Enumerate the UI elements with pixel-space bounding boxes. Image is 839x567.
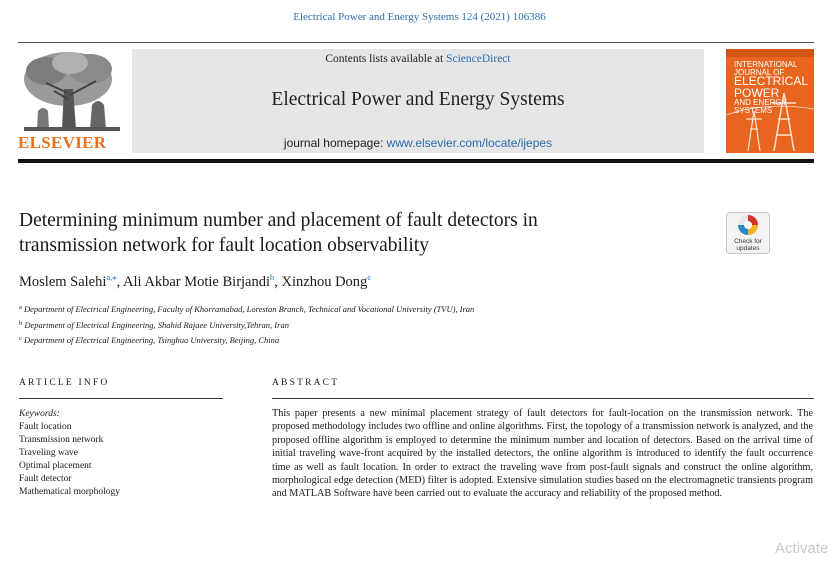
affiliation-c xyxy=(19,332,474,348)
affiliation-mark-c: c xyxy=(19,335,22,342)
cover-line-1: INTERNATIONAL JOURNAL OF xyxy=(734,60,798,77)
header-top-rule xyxy=(18,42,814,43)
article-title xyxy=(19,208,699,258)
homepage-link[interactable]: www.elsevier.com/locate/ijepes xyxy=(386,136,553,150)
author-list xyxy=(19,272,371,291)
elsevier-tree-icon xyxy=(18,49,126,133)
keywords-list xyxy=(19,421,120,499)
article-title-line-1: Determining minimum number and placement of fault detectors in xyxy=(19,210,538,231)
abstract-heading: ABSTRACT xyxy=(272,378,340,388)
author-1[interactable]: Moslem Salehi xyxy=(19,274,107,290)
keyword-item: Fault location xyxy=(19,422,72,432)
affiliation-mark-a: a xyxy=(19,304,22,311)
journal-name: Electrical Power and Energy Systems xyxy=(271,89,565,110)
author-sep-1: , xyxy=(116,274,124,290)
sciencedirect-link[interactable]: ScienceDirect xyxy=(446,53,511,65)
journal-homepage xyxy=(132,136,704,150)
affiliation-b xyxy=(19,317,474,333)
affiliation-text-b: Department of Electrical Engineering, Shahid Rajaee University,Tehran, Iran xyxy=(22,319,289,330)
keywords-label: Keywords: xyxy=(19,409,60,419)
cover-line-2: ELECTRICAL POWER xyxy=(734,74,808,100)
article-title-line-2: transmission network for fault location observability xyxy=(19,235,429,256)
abstract-text: This paper presents a new minimal placement strategy of fault detectors for fault-location on the transmission network. The proposed methodology includes two offline and online algorithms. First, the topology of a transmission network is analyzed, and the proposed offline algorithm is employed to determine the minimum number and location of detectors. Based on the arrival time of initial traveling wave-front acquired by the installed detectors, the online algorithm is introduced to identify the fault occurrence time as well as fault location. In order to extract the traveling wave from post-fault signals and construct the online algorithm, morphological edge detection (MED) filter is adopted. Extensive simulation studies based on the electromagnetic transients program and MATLAB Software have been carried out to evaluate the accuracy and reliability of the proposed method. xyxy=(272,408,813,500)
check-for-updates-badge[interactable] xyxy=(726,212,770,254)
crossmark-icon xyxy=(726,212,770,254)
keyword-item: Traveling wave xyxy=(19,448,79,458)
affiliation-text-a: Department of Electrical Engineering, Faculty of Khorramabad, Lorestan Branch, Technical and Vocational University (TVU), Iran xyxy=(21,304,475,314)
keyword-item: Mathematical morphology xyxy=(19,487,121,497)
journal-banner xyxy=(132,49,704,153)
contents-line xyxy=(132,53,704,65)
keyword-item: Transmission network xyxy=(19,435,104,445)
affiliation-mark-b: b xyxy=(19,319,23,327)
activation-watermark: Activate xyxy=(775,540,829,557)
elsevier-logo[interactable] xyxy=(18,49,126,153)
keyword-item: Fault detector xyxy=(19,474,72,484)
elsevier-wordmark: ELSEVIER xyxy=(18,133,107,152)
article-info-rule xyxy=(19,398,223,399)
journal-citation[interactable]: Electrical Power and Energy Systems 124 (2021) 106386 xyxy=(293,11,546,23)
cover-line-3: AND ENERGY SYSTEMS xyxy=(734,97,787,115)
article-info-heading: ARTICLE INFO xyxy=(19,378,110,388)
author-2[interactable]: Ali Akbar Motie Birjandi xyxy=(123,274,271,290)
affiliation-text-c: Department of Electrical Engineering, Tsinghua University, Beijing, China xyxy=(21,335,280,345)
keyword-item: Optimal placement xyxy=(19,461,92,471)
abstract-rule xyxy=(272,398,814,399)
affiliation-list xyxy=(19,301,474,348)
crossmark-label-1: Check for xyxy=(734,238,762,245)
cover-title xyxy=(734,61,810,114)
header-bottom-rule xyxy=(18,159,814,163)
author-3-affil-mark[interactable]: c xyxy=(367,272,372,282)
contents-prefix: Contents lists available at xyxy=(325,53,447,65)
journal-header xyxy=(18,49,814,153)
journal-cover[interactable] xyxy=(726,49,814,153)
homepage-prefix: journal homepage: xyxy=(283,136,387,150)
author-sep-2: , xyxy=(274,274,282,290)
author-2-affil-mark[interactable]: b xyxy=(270,272,275,282)
author-3[interactable]: Xinzhou Dong xyxy=(281,274,368,290)
affiliation-a xyxy=(19,301,474,317)
crossmark-label-2: updates xyxy=(736,245,760,252)
author-1-affil-mark[interactable]: a,⁎ xyxy=(106,272,117,282)
keywords-block xyxy=(19,408,120,499)
